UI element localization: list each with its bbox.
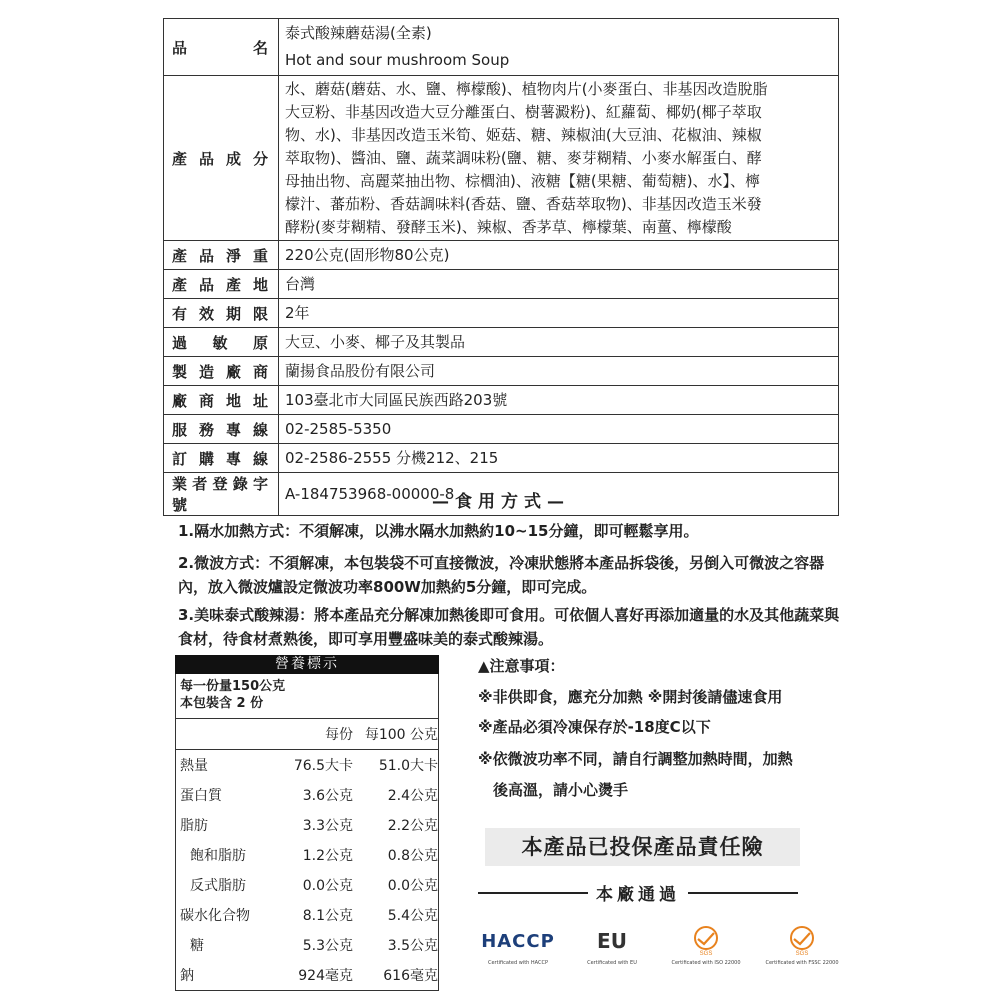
nutrition-row bbox=[176, 780, 438, 810]
sgs-icon bbox=[785, 925, 819, 957]
spec-label: 過敏原 bbox=[164, 328, 279, 357]
nutrient-name: 脂肪 bbox=[180, 818, 208, 834]
cert-caption: Certificated with FSSC 22000 bbox=[765, 960, 839, 966]
note-line: ※產品必須冷凍保存於-18度C以下 bbox=[478, 718, 711, 736]
spec-row bbox=[164, 357, 839, 386]
spec-value bbox=[279, 76, 839, 241]
spec-value-line: 母抽出物、高麗菜抽出物、棕櫚油)、液糖【糖(果糖、葡萄糖)、水】、檸 bbox=[285, 171, 761, 190]
spec-label: 訂購專線 bbox=[164, 444, 279, 473]
nutrient-per-100g: 51.0大卡 bbox=[378, 758, 438, 774]
nutrient-per-100g: 3.5公克 bbox=[387, 938, 438, 954]
sgs-icon bbox=[689, 925, 723, 957]
spec-value-line: 103臺北市大同區民族西路203號 bbox=[285, 390, 508, 409]
nutrition-row bbox=[176, 810, 438, 840]
spec-value bbox=[279, 299, 839, 328]
nutrient-per-serving: 924毫克 bbox=[298, 968, 353, 984]
nutrient-per-100g: 0.8公克 bbox=[387, 848, 438, 864]
spec-label: 有效期限 bbox=[164, 299, 279, 328]
nutrient-name: 蛋白質 bbox=[180, 788, 222, 804]
serving-size: 每一份量150公克 bbox=[180, 679, 286, 694]
note-line: 後高溫，請小心燙手 bbox=[478, 781, 629, 799]
spec-value bbox=[279, 386, 839, 415]
spec-row bbox=[164, 299, 839, 328]
spec-value-line: 酵粉(麥芽糊精、發酵玉米)、辣椒、香茅草、檸檬葉、南薑、檸檬酸 bbox=[285, 217, 732, 236]
nutrient-per-100g: 2.2公克 bbox=[387, 818, 438, 834]
nutrient-per-serving: 1.2公克 bbox=[302, 848, 353, 864]
spec-value-line: 檬汁、蕃茄粉、香菇調味料(香菇、鹽、香菇萃取物)、非基因改造玉米發 bbox=[285, 194, 762, 213]
nutrient-name: 碳水化合物 bbox=[180, 908, 250, 924]
nutrient-name: 反式脂肪 bbox=[190, 878, 246, 894]
spec-label: 產品產地 bbox=[164, 270, 279, 299]
spec-label: 服務專線 bbox=[164, 415, 279, 444]
spec-label: 製造廠商 bbox=[164, 357, 279, 386]
spec-value-line: 02-2585-5350 bbox=[285, 419, 392, 438]
nutrient-per-serving: 3.3公克 bbox=[302, 818, 353, 834]
spec-value bbox=[279, 328, 839, 357]
spec-row bbox=[164, 415, 839, 444]
spec-value bbox=[279, 444, 839, 473]
nutrition-row bbox=[176, 750, 438, 780]
spec-label: 業者登錄字號 bbox=[164, 473, 279, 516]
spec-row bbox=[164, 19, 839, 76]
divider bbox=[688, 892, 798, 894]
col-per-serving: 每份 bbox=[325, 727, 353, 743]
spec-value-line: 萃取物)、醬油、鹽、蔬菜調味粉(鹽、糖、麥芽糊精、小麥水解蛋白、酵 bbox=[285, 148, 762, 167]
certification-logos bbox=[475, 925, 847, 975]
usage-title: —食用方式— bbox=[432, 492, 570, 512]
spec-row bbox=[164, 386, 839, 415]
note-line: ※依微波功率不同，請自行調整加熱時間，加熱 bbox=[478, 750, 793, 768]
spec-value-line: 泰式酸辣蘑菇湯(全素) bbox=[285, 24, 432, 42]
nutrient-per-100g: 0.0公克 bbox=[387, 878, 438, 894]
spec-value bbox=[279, 357, 839, 386]
nutrient-per-100g: 5.4公克 bbox=[387, 908, 438, 924]
nutrient-per-100g: 616毫克 bbox=[383, 968, 438, 984]
spec-row bbox=[164, 270, 839, 299]
usage-step-microwave-free: 1.隔水加熱方式：不須解凍，以沸水隔水加熱約10~15分鐘，即可輕鬆享用。 bbox=[178, 522, 699, 540]
spec-value-line: 大豆、小麥、椰子及其製品 bbox=[285, 332, 466, 351]
nutrition-row bbox=[176, 930, 438, 960]
servings-per-pack: 本包裝含 2 份 bbox=[180, 696, 264, 711]
spec-value bbox=[279, 270, 839, 299]
spec-value-line: A-184753968-00000-8 bbox=[285, 484, 455, 503]
cert-caption: Certificated with HACCP bbox=[487, 960, 549, 966]
nutrition-column-header bbox=[176, 719, 438, 750]
col-per-100g: 每100 公克 bbox=[364, 727, 438, 743]
sgs-iso-logo bbox=[663, 925, 749, 966]
nutrition-row bbox=[176, 900, 438, 930]
nutrient-per-serving: 76.5大卡 bbox=[293, 758, 353, 774]
nutrient-name: 熱量 bbox=[180, 758, 208, 774]
spec-value-line: Hot and sour mushroom Soup bbox=[285, 51, 510, 69]
cert-caption: Certificated with ISO 22000 bbox=[671, 960, 741, 966]
usage-step-microwave: 2.微波方式：不須解凍，本包裝袋不可直接微波，冷凍狀態將本產品拆袋後，另倒入可微波之容器內，放入微波爐設定微波功率800W加熱約5分鐘，即可完成。 bbox=[178, 554, 825, 596]
nutrient-name: 鈉 bbox=[180, 968, 194, 984]
spec-label: 產品成分 bbox=[164, 76, 279, 241]
nutrient-per-serving: 8.1公克 bbox=[302, 908, 353, 924]
nutrient-name: 飽和脂肪 bbox=[190, 848, 246, 864]
spec-value-line: 2年 bbox=[285, 303, 310, 322]
nutrition-serving-info bbox=[176, 674, 438, 719]
notes-title: ▲注意事項： bbox=[478, 657, 565, 675]
insurance-banner: 本產品已投保產品責任險 bbox=[485, 828, 800, 866]
spec-label: 廠商地址 bbox=[164, 386, 279, 415]
spec-value-line: 02-2586-2555 分機212、215 bbox=[285, 448, 499, 467]
spec-value-line: 台灣 bbox=[285, 274, 316, 293]
cert-caption: Certificated with EU bbox=[587, 960, 637, 966]
spec-value-line: 大豆粉、非基因改造大豆分離蛋白、樹薯澱粉)、紅蘿蔔、椰奶(椰子萃取 bbox=[285, 102, 762, 121]
spec-row bbox=[164, 444, 839, 473]
eu-mark: EU bbox=[597, 929, 627, 953]
spec-value-line: 物、水)、非基因改造玉米筍、姬菇、糖、辣椒油(大豆油、花椒油、辣椒 bbox=[285, 125, 762, 144]
nutrition-label bbox=[175, 655, 439, 991]
sgs-mark: SGS bbox=[795, 951, 809, 957]
spec-value-line: 220公克(固形物80公克) bbox=[285, 245, 450, 264]
spec-row bbox=[164, 241, 839, 270]
haccp-mark: HACCP bbox=[481, 930, 555, 952]
spec-label: 品 名 bbox=[164, 19, 279, 76]
haccp-logo bbox=[475, 925, 561, 966]
sgs-mark: SGS bbox=[699, 951, 713, 957]
spec-value-line: 水、蘑菇(蘑菇、水、鹽、檸檬酸)、植物肉片(小麥蛋白、非基因改造脫脂 bbox=[285, 79, 768, 98]
eu-logo bbox=[569, 925, 655, 966]
divider bbox=[478, 892, 588, 894]
spec-value bbox=[279, 19, 839, 76]
spec-row bbox=[164, 328, 839, 357]
spec-label: 產品淨重 bbox=[164, 241, 279, 270]
spec-value bbox=[279, 415, 839, 444]
nutrient-name: 糖 bbox=[190, 938, 204, 954]
certification-heading-text: 本廠通過 bbox=[596, 885, 680, 905]
spec-value bbox=[279, 241, 839, 270]
nutrient-per-serving: 0.0公克 bbox=[302, 878, 353, 894]
nutrition-row bbox=[176, 840, 438, 870]
spec-row bbox=[164, 76, 839, 241]
nutrient-per-100g: 2.4公克 bbox=[387, 788, 438, 804]
sgs-fssc-logo bbox=[759, 925, 845, 966]
nutrient-per-serving: 3.6公克 bbox=[302, 788, 353, 804]
nutrition-title: 營養標示 bbox=[175, 655, 439, 674]
usage-step-soup: 3.美味泰式酸辣湯：將本產品充分解凍加熱後即可食用。可依個人喜好再添加適量的水及其他蔬菜與食材，待食材煮熟後，即可享用豐盛味美的泰式酸辣湯。 bbox=[178, 606, 840, 648]
nutrition-row bbox=[176, 960, 438, 990]
nutrition-row bbox=[176, 870, 438, 900]
certification-heading bbox=[478, 880, 798, 905]
product-spec-table bbox=[163, 18, 839, 516]
nutrient-per-serving: 5.3公克 bbox=[302, 938, 353, 954]
note-line: ※非供即食，應充分加熱 ※開封後請儘速食用 bbox=[478, 688, 783, 706]
spec-value-line: 蘭揚食品股份有限公司 bbox=[285, 361, 436, 380]
